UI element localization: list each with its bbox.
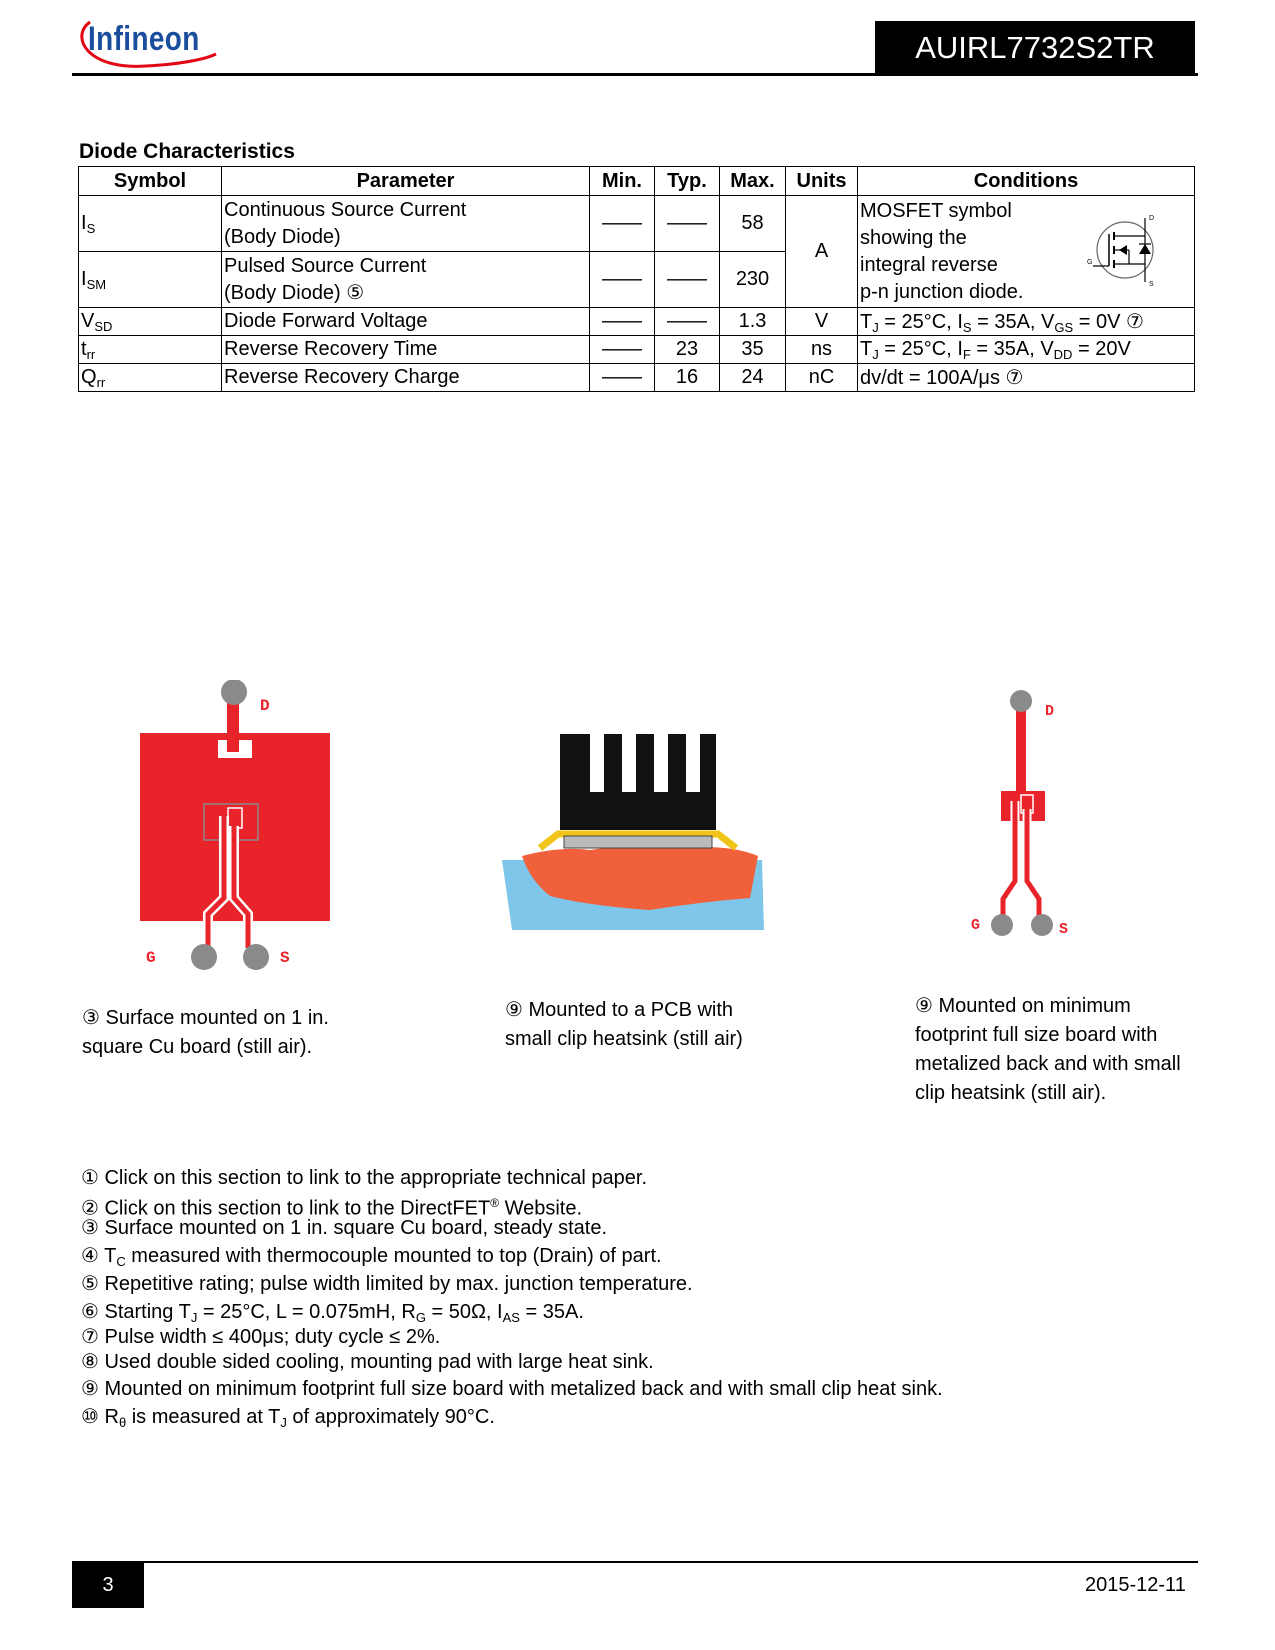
mosfet-pin-d: D xyxy=(1149,215,1155,222)
symbol-cell xyxy=(79,308,222,336)
cond-sub: GS xyxy=(1054,319,1074,335)
symbol-cell xyxy=(79,336,222,364)
parameter-cell: Reverse Recovery Time xyxy=(222,336,590,364)
header-max: Max. xyxy=(720,167,786,196)
table-row xyxy=(79,308,1195,336)
header-conditions: Conditions xyxy=(858,167,1195,196)
revision-date: 2015-12-11 xyxy=(1085,1574,1186,1596)
cond-sub: S xyxy=(962,319,972,335)
table-row xyxy=(79,364,1195,392)
footnote-1[interactable]: ① Click on this section to link to the appropriate technical paper. xyxy=(81,1167,648,1189)
cond-sub: DD xyxy=(1053,346,1073,362)
note-text: = 50Ω, I xyxy=(425,1301,503,1323)
typ-cell: —— xyxy=(655,252,720,308)
header-symbol: Symbol xyxy=(79,167,222,196)
min-cell: —— xyxy=(590,252,655,308)
min-value: —— xyxy=(602,212,642,234)
condition-line: integral reverse xyxy=(860,253,998,276)
mosfet-pin-g: G xyxy=(1087,259,1093,266)
footnote-3: ③ Surface mounted on 1 in. square Cu board, steady state. xyxy=(81,1217,608,1239)
header-rule xyxy=(72,73,1198,76)
symbol-main: t xyxy=(81,337,87,360)
label-drain: D xyxy=(260,697,270,715)
max-cell: 35 xyxy=(720,336,786,364)
parameter-cell: Diode Forward Voltage xyxy=(222,308,590,336)
condition-line: showing the xyxy=(860,226,967,249)
conditions-cell xyxy=(858,336,1195,364)
cond-sub: J xyxy=(872,346,879,362)
conditions-mosfet-cell xyxy=(858,196,1195,308)
mosfet-pin-s: S xyxy=(1149,281,1154,288)
header-units: Units xyxy=(786,167,858,196)
footer-rule xyxy=(72,1561,1198,1563)
typ-cell: —— xyxy=(655,308,720,336)
gate-pad xyxy=(991,914,1013,936)
symbol-cell xyxy=(79,196,222,252)
symbol-cell xyxy=(79,364,222,392)
param-line: (Body Diode) xyxy=(224,225,341,248)
cond-text: = 35A, V xyxy=(970,337,1054,360)
note-sub: AS xyxy=(502,1310,520,1325)
header-min: Min. xyxy=(590,167,655,196)
note-sub: θ xyxy=(118,1415,127,1430)
footnote-4 xyxy=(81,1244,943,1269)
cond-text: = 25°C, I xyxy=(878,337,963,360)
units-cell: V xyxy=(786,308,858,336)
units-cell-merged: A xyxy=(786,196,858,308)
condition-line: p-n junction diode. xyxy=(860,280,1024,303)
label-gate: G xyxy=(971,917,981,934)
note-text: is measured at T xyxy=(126,1406,281,1428)
note-text: ⑩ R xyxy=(81,1406,119,1428)
max-cell: 1.3 xyxy=(720,308,786,336)
param-line: (Body Diode) ⑤ xyxy=(224,281,365,304)
cond-text: T xyxy=(860,310,873,333)
footnotes xyxy=(81,1166,943,1430)
infineon-logo xyxy=(76,14,226,74)
typ-value: —— xyxy=(667,212,707,234)
gate-pad xyxy=(191,944,217,970)
figure-cu-board xyxy=(130,680,340,980)
symbol-sub: SD xyxy=(94,318,113,334)
caption-line: ⑨ Mounted to a PCB with xyxy=(505,999,734,1021)
mosfet-symbol-icon xyxy=(1083,210,1167,290)
table-row xyxy=(79,336,1195,364)
caption-line: small clip heatsink (still air) xyxy=(505,1028,743,1050)
conditions-cell xyxy=(858,308,1195,336)
parameter-cell xyxy=(222,196,590,252)
symbol-sub: rr xyxy=(96,374,106,390)
note-text: of approximately 90°C. xyxy=(286,1406,495,1428)
parameter-cell: Reverse Recovery Charge xyxy=(222,364,590,392)
typ-cell: 16 xyxy=(655,364,720,392)
section-title: Diode Characteristics xyxy=(79,140,295,163)
label-gate: G xyxy=(146,949,156,967)
footnote-5: ⑤ Repetitive rating; pulse width limited by max. junction temperature. xyxy=(81,1273,693,1295)
note-sub: G xyxy=(415,1310,426,1325)
drain-pad xyxy=(221,680,247,705)
cond-text: = 0V ⑦ xyxy=(1073,310,1144,333)
symbol-main: V xyxy=(81,309,95,332)
logo-text: Infineon xyxy=(88,20,200,58)
note-sub: C xyxy=(116,1254,126,1269)
figure3-caption xyxy=(915,992,1181,1108)
footnote-8: ⑧ Used double sided cooling, mounting pad with large heat sink. xyxy=(81,1351,654,1373)
caption-line: square Cu board (still air). xyxy=(82,1036,313,1058)
typ-cell xyxy=(655,196,720,252)
max-cell: 24 xyxy=(720,364,786,392)
cond-text: = 20V xyxy=(1072,337,1131,360)
note-text: measured with thermocouple mounted to top (Drain) of part. xyxy=(125,1245,662,1267)
figure1-caption xyxy=(82,1004,329,1062)
symbol-main: I xyxy=(81,211,87,234)
diode-characteristics-table xyxy=(78,166,1195,392)
caption-line: ③ Surface mounted on 1 in. xyxy=(82,1007,329,1029)
header-typ: Typ. xyxy=(655,167,720,196)
param-line: Continuous Source Current xyxy=(224,198,467,221)
part-number-banner: AUIRL7732S2TR xyxy=(875,21,1195,75)
figure2-caption xyxy=(505,996,743,1054)
min-cell: —— xyxy=(590,364,655,392)
min-cell: —— xyxy=(590,336,655,364)
page-number: 3 xyxy=(72,1563,144,1608)
symbol-main: I xyxy=(81,267,87,290)
label-source: S xyxy=(1059,921,1069,938)
caption-line: clip heatsink (still air). xyxy=(915,1082,1107,1104)
note-text: = 35A. xyxy=(519,1301,584,1323)
units-cell: nC xyxy=(786,364,858,392)
caption-line: metalized back and with small xyxy=(915,1053,1181,1075)
figure-min-footprint xyxy=(965,685,1085,945)
source-pad xyxy=(1031,914,1053,936)
param-line: Pulsed Source Current xyxy=(224,254,427,277)
figure-pcb-heatsink xyxy=(500,730,770,940)
device-body xyxy=(564,836,712,848)
drain-pad xyxy=(1010,690,1032,712)
note-text: ② Click on this section to link to the DirectFET xyxy=(81,1197,491,1220)
cond-sub: J xyxy=(872,319,879,335)
cond-sub: F xyxy=(962,346,971,362)
note-text: = 25°C, L = 0.075mH, R xyxy=(197,1301,416,1323)
table-row xyxy=(79,196,1195,252)
registered-mark: ® xyxy=(490,1196,500,1210)
source-pad xyxy=(243,944,269,970)
label-source: S xyxy=(280,949,290,967)
label-drain: D xyxy=(1045,703,1055,720)
symbol-sub: rr xyxy=(86,346,96,362)
typ-cell: 23 xyxy=(655,336,720,364)
note-sub: J xyxy=(280,1415,287,1430)
caption-line: footprint full size board with xyxy=(915,1024,1158,1046)
note-text: ④ T xyxy=(81,1245,117,1267)
note-text: ⑥ Starting T xyxy=(81,1301,191,1323)
max-cell: 58 xyxy=(720,196,786,252)
caption-line: ⑨ Mounted on minimum xyxy=(915,995,1131,1017)
symbol-main: Q xyxy=(81,365,97,388)
symbol-sub: SM xyxy=(86,276,107,292)
cond-text: T xyxy=(860,337,873,360)
footnote-9: ⑨ Mounted on minimum footprint full size board with metalized back and with small clip heat sink. xyxy=(81,1378,943,1400)
cond-text: = 35A, V xyxy=(971,310,1055,333)
parameter-cell xyxy=(222,252,590,308)
conditions-cell: dv/dt = 100A/μs ⑦ xyxy=(858,364,1195,392)
condition-line: MOSFET symbol xyxy=(860,199,1012,222)
footnote-10 xyxy=(81,1405,943,1430)
min-cell xyxy=(590,196,655,252)
note-text: Website. xyxy=(499,1197,583,1220)
header-parameter: Parameter xyxy=(222,167,590,196)
footnote-7: ⑦ Pulse width ≤ 400μs; duty cycle ≤ 2%. xyxy=(81,1326,441,1348)
table-header-row xyxy=(79,167,1195,196)
cond-text: = 25°C, I xyxy=(878,310,963,333)
units-cell: ns xyxy=(786,336,858,364)
max-cell: 230 xyxy=(720,252,786,308)
symbol-sub: S xyxy=(86,220,96,236)
min-cell: —— xyxy=(590,308,655,336)
note-sub: J xyxy=(190,1310,198,1325)
footnote-2[interactable] xyxy=(81,1191,943,1220)
symbol-cell xyxy=(79,252,222,308)
footnote-6 xyxy=(81,1300,943,1325)
